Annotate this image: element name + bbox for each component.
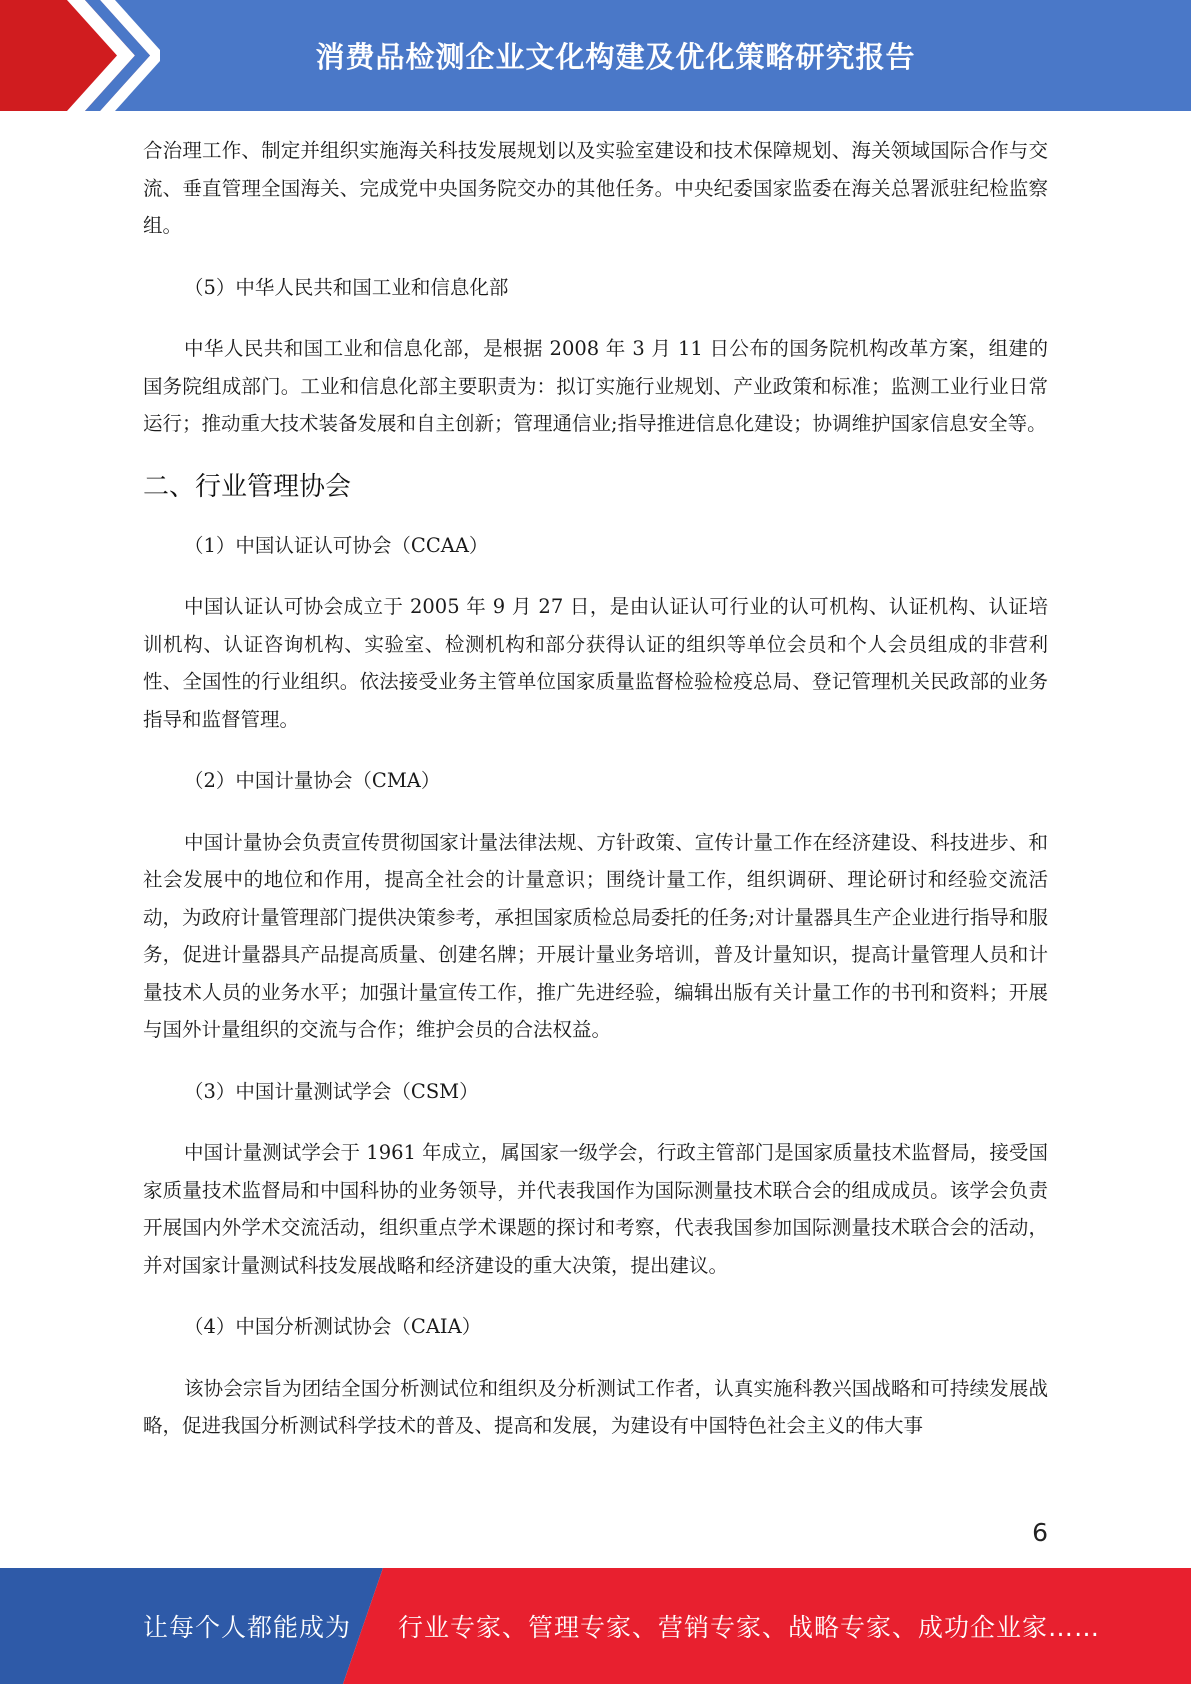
header-chevron-decoration xyxy=(0,0,160,111)
page-footer xyxy=(0,1568,1191,1684)
subheading-cma: （2）中国计量协会（CMA） xyxy=(184,769,441,792)
document-title: 消费品检测企业文化构建及优化策略研究报告 xyxy=(315,40,916,74)
paragraph-caia: 该协会宗旨为团结全国分析测试位和组织及分析测试工作者，认真实施科教兴国战略和可持续发展战略，促进我国分析测试科学技术的普及、提高和发展，为建设有中国特色社会主义的伟大事 xyxy=(143,1376,1048,1437)
subheading-csm: （3）中国计量测试学会（CSM） xyxy=(184,1079,479,1103)
subheading-miit: （5）中华人民共和国工业和信息化部 xyxy=(184,275,509,299)
subheading-ccaa: （1）中国认证认可协会（CCAA） xyxy=(184,533,489,557)
section-title-industry-associations: 二、行业管理协会 xyxy=(143,471,352,502)
paragraph-ccaa: 中国认证认可协会成立于 2005 年 9 月 27 日，是由认证认可行业的认可机构、认证机构、认证培训机构、认证咨询机构、实验室、检测机构和部分获得认证的组织等单位会员和个人会员组成的非营利性、全国性的行业组织。依法接受业务主管单位国家质量监督检验检疫总局、登记管理机关民政部的业务指导和监督管理。 xyxy=(143,595,1048,731)
page-number: 6 xyxy=(1032,1518,1048,1547)
footer-slogan-left: 让每个人都能成为 xyxy=(143,1613,352,1642)
paragraph-cma: 中国计量协会负责宣传贯彻国家计量法律法规、方针政策、宣传计量工作在经济建设、科技进步、和社会发展中的地位和作用，提高全社会的计量意识；围绕计量工作，组织调研、理论研讨和经验交流活动，为政府计量管理部门提供决策参考，承担国家质检总局委托的任务;对计量器具生产企业进行指导和服务，促进计量器具产品提高质量、创建名牌；开展计量业务培训，普及计量知识，提高计量管理人员和计量技术人员的业务水平；加强计量宣传工作，推广先进经验，编辑出版有关计量工作的书刊和资料；开展与国外计量组织的交流与合作；维护会员的合法权益。 xyxy=(143,830,1048,1041)
footer-slogan-right: 行业专家、管理专家、营销专家、战略专家、成功企业家…… xyxy=(398,1613,1101,1642)
page-content xyxy=(143,132,1048,1469)
paragraph-continued: 合治理工作、制定并组织实施海关科技发展规划以及实验室建设和技术保障规划、海关领域国际合作与交流、垂直管理全国海关、完成党中央国务院交办的其他任务。中央纪委国家监委在海关总署派驻纪检监察组。 xyxy=(143,139,1048,237)
paragraph-miit: 中华人民共和国工业和信息化部，是根据 2008 年 3 月 11 日公布的国务院机构改革方案，组建的国务院组成部门。工业和信息化部主要职责为：拟订实施行业规划、产业政策和标准；监测工业行业日常运行；推动重大技术装备发展和自主创新；管理通信业;指导推进信息化建设；协调维护国家信息安全等。 xyxy=(143,337,1048,435)
paragraph-csm: 中国计量测试学会于 1961 年成立，属国家一级学会，行政主管部门是国家质量技术监督局，接受国家质量技术监督局和中国科协的业务领导，并代表我国作为国际测量技术联合会的组成成员。该学会负责开展国内外学术交流活动，组织重点学术课题的探讨和考察，代表我国参加国际测量技术联合会的活动，并对国家计量测试科技发展战略和经济建设的重大决策，提出建议。 xyxy=(143,1141,1048,1277)
page-header xyxy=(0,0,1191,111)
subheading-caia: （4）中国分析测试协会（CAIA） xyxy=(184,1315,482,1338)
